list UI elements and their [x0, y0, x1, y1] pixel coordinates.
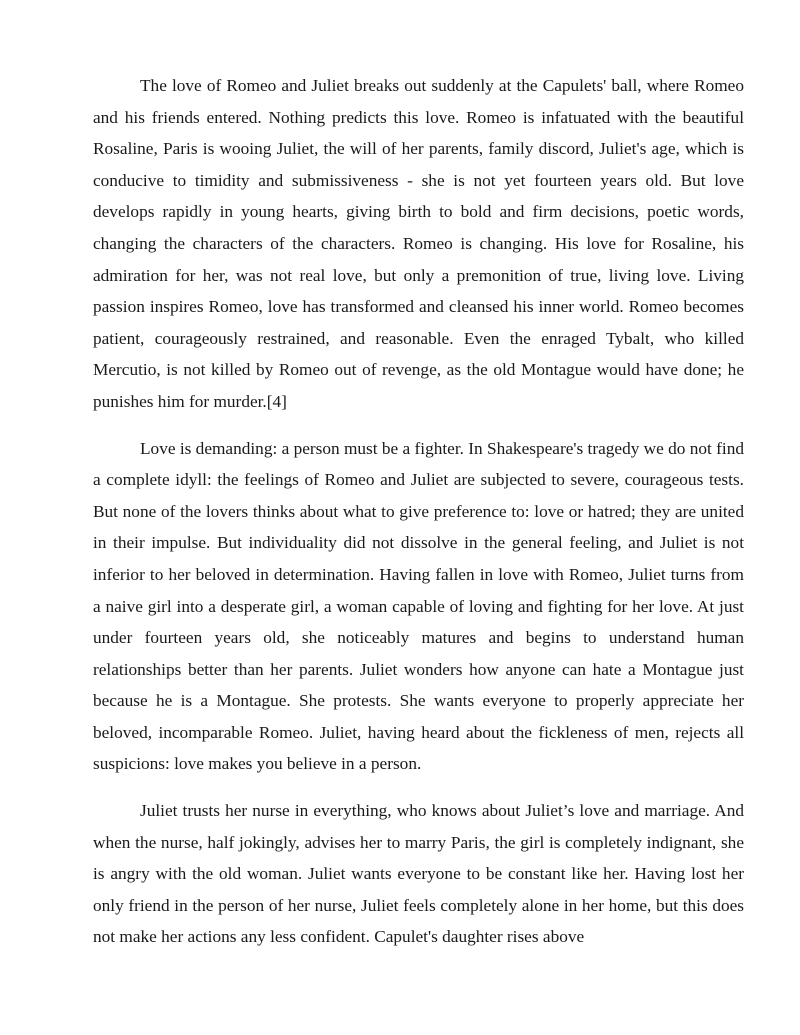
document-body — [93, 70, 744, 953]
paragraph-3: Juliet trusts her nurse in everything, who knows about Juliet’s love and marriage. And when the nurse, half jokingly, advises her to marry Paris, the girl is completely indignant, she is angry with the old woman. Juliet wants everyone to be constant like her. Having lost her only friend in the person of her nurse, Juliet feels completely alone in her home, but this does not make her actions any less confident. Capulet's daughter rises above — [93, 801, 744, 947]
paragraph-1: The love of Romeo and Juliet breaks out suddenly at the Capulets' ball, where Romeo and his friends entered. Nothing predicts this love. Romeo is infatuated with the beautiful Rosaline, Paris is wooing Juliet, the will of her parents, family discord, Juliet's age, which is conducive to timidity and submissiveness - she is not yet fourteen years old. But love develops rapidly in young hearts, giving birth to bold and firm decisions, poetic words, changing the characters of the characters. Romeo is changing. His love for Rosaline, his admiration for her, was not real love, but only a premonition of true, living love. Living passion inspires Romeo, love has transformed and cleansed his inner world. Romeo becomes patient, courageously restrained, and reasonable. Even the enraged Tybalt, who killed Mercutio, is not killed by Romeo out of revenge, as the old Montague would have done; he punishes him for murder.[4] — [93, 76, 744, 411]
paragraph-2: Love is demanding: a person must be a fighter. In Shakespeare's tragedy we do not find a complete idyll: the feelings of Romeo and Juliet are subjected to severe, courageous tests. But none of the lovers thinks about what to give preference to: love or hatred; they are united in their impulse. But individuality did not dissolve in the general feeling, and Juliet is not inferior to her beloved in determination. Having fallen in love with Romeo, Juliet turns from a naive girl into a desperate girl, a woman capable of loving and fighting for her love. At just under fourteen years old, she noticeably matures and begins to understand human relationships better than her parents. Juliet wonders how anyone can hate a Montague just because he is a Montague. She protests. She wants everyone to properly appreciate her beloved, incomparable Romeo. Juliet, having heard about the fickleness of men, rejects all suspicions: love makes you believe in a person. — [93, 438, 744, 774]
